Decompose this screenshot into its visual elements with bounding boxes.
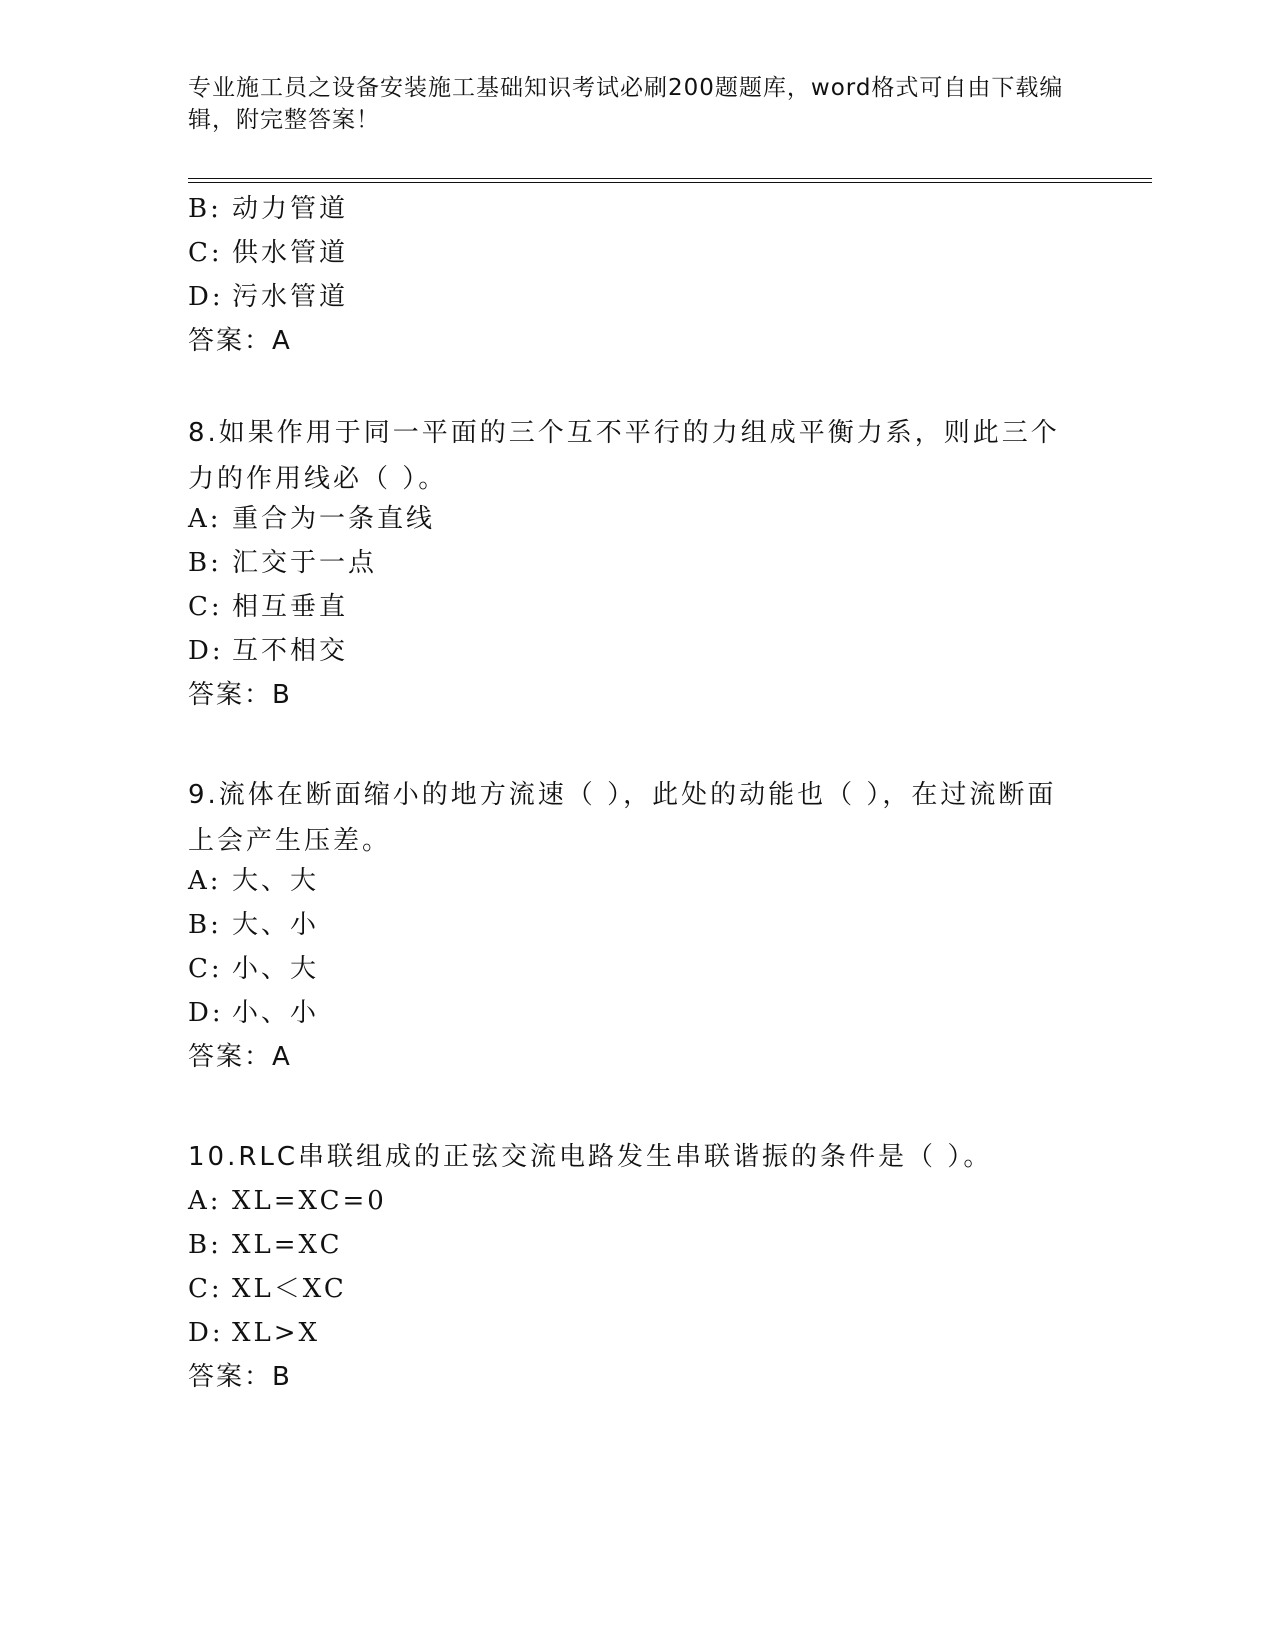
q10-option-c [188,1272,347,1306]
q9-question-text: 9.流体在断面缩小的地方流速（ ），此处的动能也（ ），在过流断面上会产生压差。 [188,780,1057,856]
option-text: 大、小 [232,910,320,940]
option-text: XL＜XC [232,1274,347,1304]
q8-option-c [188,590,348,624]
option-text: XL=XC [232,1230,343,1260]
q10-option-b [188,1228,343,1262]
q10-option-a [188,1184,387,1218]
q8-answer: 答案：B [188,680,292,710]
q7-option-d [188,280,348,314]
q8-option-d [188,634,348,668]
option-text: 大、大 [232,866,320,896]
option-label: C: [188,238,223,268]
option-label: C: [188,1274,223,1304]
option-text: 汇交于一点 [232,548,378,578]
q9-option-c [188,952,319,986]
option-label: A: [188,504,222,534]
option-label: C: [188,592,223,622]
option-label: B: [188,194,222,224]
q8-option-a [188,502,435,536]
q10-question-text: 10.RLC串联组成的正弦交流电路发生串联谐振的条件是（ ）。 [188,1142,993,1172]
q7-option-c [188,236,348,270]
option-text: 重合为一条直线 [232,504,436,534]
option-text: 供水管道 [232,238,349,268]
header-divider-bottom [188,182,1152,183]
option-text: XL=XC=0 [232,1186,387,1216]
option-label: B: [188,548,222,578]
header-divider-top [188,178,1152,179]
option-text: XL>X [232,1318,321,1348]
option-label: B: [188,1230,222,1260]
option-text: 小、小 [232,998,320,1028]
option-text: 互不相交 [232,636,349,666]
q9-answer: 答案：A [188,1042,292,1072]
q8-question-text: 8.如果作用于同一平面的三个互不平行的力组成平衡力系，则此三个力的作用线必（ ）。 [188,418,1060,494]
option-label: A: [188,866,222,896]
option-label: D: [188,1318,224,1348]
option-label: C: [188,954,223,984]
q7-option-b [188,192,348,226]
option-label: D: [188,998,224,1028]
q10-answer: 答案：B [188,1362,292,1392]
option-text: 小、大 [232,954,320,984]
option-label: D: [188,282,224,312]
option-text: 污水管道 [232,282,349,312]
option-text: 动力管道 [232,194,349,224]
q9-option-d [188,996,319,1030]
q10-option-d [188,1316,320,1350]
option-text: 相互垂直 [232,592,349,622]
q9-option-b [188,908,319,942]
q7-answer: 答案：A [188,326,292,356]
q8-option-b [188,546,377,580]
option-label: B: [188,910,222,940]
document-header: 专业施工员之设备安装施工基础知识考试必刷200题题库，word格式可自由下载编辑，附完整答案！ [188,75,1064,133]
option-label: A: [188,1186,222,1216]
q9-option-a [188,864,319,898]
option-label: D: [188,636,224,666]
